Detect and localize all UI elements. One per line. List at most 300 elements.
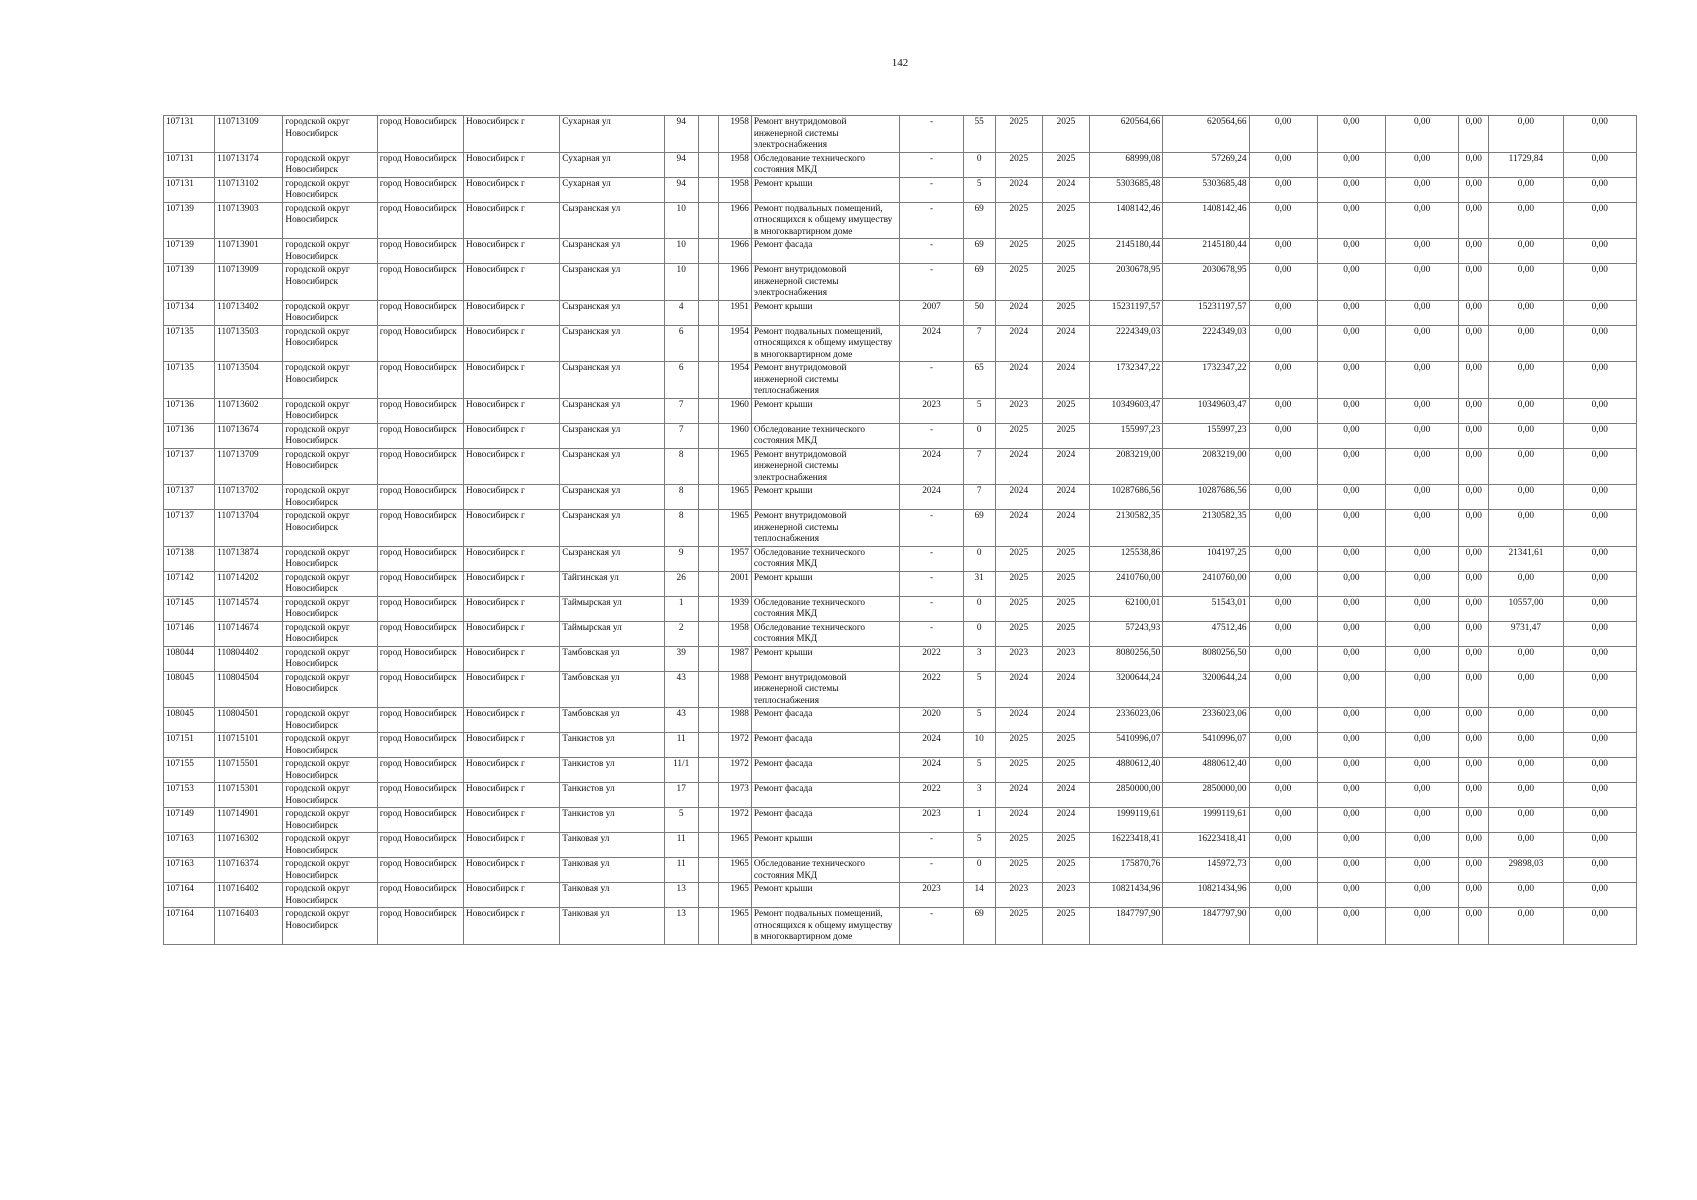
cell-year-built: 1973	[718, 783, 751, 808]
cell-local-cost: 0,00	[1385, 239, 1458, 264]
cell-owner-cost: 0,00	[1459, 116, 1489, 153]
cell-total-cost: 2850000,00	[1090, 783, 1163, 808]
cell-house-id: 108045	[164, 671, 215, 708]
cell-settlement: город Новосибирск	[377, 908, 463, 945]
cell-building	[698, 300, 718, 325]
cell-wear-percent: 50	[963, 300, 995, 325]
cell-settlement: город Новосибирск	[377, 177, 463, 202]
cell-locality: Новосибирск г	[463, 546, 559, 571]
cell-work-type: Обследование технического состояния МКД	[751, 596, 900, 621]
cell-year-built: 1966	[718, 202, 751, 239]
cell-municipal-district: городской округ Новосибирск	[283, 783, 377, 808]
cell-building	[698, 621, 718, 646]
table-row	[164, 808, 1637, 833]
cell-total-cost: 2130582,35	[1090, 510, 1163, 547]
cell-regional-cost: 0,00	[1317, 708, 1385, 733]
cell-work-id: 110715101	[215, 733, 283, 758]
cell-last-repair-year: 2022	[900, 783, 963, 808]
cell-extra-cost: 0,00	[1563, 546, 1636, 571]
cell-regional-cost: 0,00	[1317, 546, 1385, 571]
table-body	[164, 116, 1637, 945]
cell-plan-start-year: 2025	[995, 571, 1042, 596]
cell-work-id: 110713903	[215, 202, 283, 239]
cell-local-cost: 0,00	[1385, 883, 1458, 908]
cell-house-id: 107163	[164, 858, 215, 883]
cell-regional-cost: 0,00	[1317, 858, 1385, 883]
cell-locality: Новосибирск г	[463, 758, 559, 783]
cell-year-built: 1988	[718, 671, 751, 708]
cell-house-number: 1	[664, 596, 698, 621]
cell-owner-cost: 0,00	[1459, 423, 1489, 448]
cell-local-cost: 0,00	[1385, 448, 1458, 485]
cell-building	[698, 546, 718, 571]
cell-building	[698, 671, 718, 708]
cell-work-type: Ремонт крыши	[751, 177, 900, 202]
cell-work-type: Ремонт фасада	[751, 783, 900, 808]
cell-other-cost: 21341,61	[1489, 546, 1563, 571]
cell-settlement: город Новосибирск	[377, 646, 463, 671]
cell-work-id: 110804504	[215, 671, 283, 708]
cell-building	[698, 708, 718, 733]
cell-settlement: город Новосибирск	[377, 733, 463, 758]
cell-house-number: 11	[664, 833, 698, 858]
table-row	[164, 177, 1637, 202]
cell-house-id: 107137	[164, 448, 215, 485]
table-row	[164, 858, 1637, 883]
table-row	[164, 546, 1637, 571]
cell-year-built: 1966	[718, 264, 751, 301]
cell-settlement: город Новосибирск	[377, 546, 463, 571]
cell-plan-end-year: 2024	[1042, 177, 1089, 202]
cell-other-cost: 29898,03	[1489, 858, 1563, 883]
cell-municipal-district: городской округ Новосибирск	[283, 152, 377, 177]
cell-fund-cost: 4880612,40	[1163, 758, 1249, 783]
cell-year-built: 1966	[718, 239, 751, 264]
cell-work-id: 110714674	[215, 621, 283, 646]
table-row	[164, 571, 1637, 596]
cell-regional-cost: 0,00	[1317, 398, 1385, 423]
cell-local-cost: 0,00	[1385, 808, 1458, 833]
cell-local-cost: 0,00	[1385, 671, 1458, 708]
cell-building	[698, 883, 718, 908]
cell-plan-start-year: 2024	[995, 485, 1042, 510]
cell-local-cost: 0,00	[1385, 833, 1458, 858]
cell-regional-cost: 0,00	[1317, 908, 1385, 945]
cell-house-number: 4	[664, 300, 698, 325]
cell-settlement: город Новосибирск	[377, 510, 463, 547]
cell-owner-cost: 0,00	[1459, 202, 1489, 239]
cell-fund-cost: 145972,73	[1163, 858, 1249, 883]
cell-local-cost: 0,00	[1385, 202, 1458, 239]
cell-municipal-district: городской округ Новосибирск	[283, 758, 377, 783]
cell-local-cost: 0,00	[1385, 571, 1458, 596]
cell-work-type: Ремонт крыши	[751, 398, 900, 423]
cell-street: Танкистов ул	[560, 808, 664, 833]
cell-federal-cost: 0,00	[1249, 300, 1317, 325]
cell-work-id: 110713674	[215, 423, 283, 448]
cell-total-cost: 4880612,40	[1090, 758, 1163, 783]
cell-regional-cost: 0,00	[1317, 300, 1385, 325]
cell-fund-cost: 1408142,46	[1163, 202, 1249, 239]
cell-settlement: город Новосибирск	[377, 448, 463, 485]
cell-year-built: 1958	[718, 177, 751, 202]
cell-street: Сухарная ул	[560, 152, 664, 177]
cell-owner-cost: 0,00	[1459, 485, 1489, 510]
cell-owner-cost: 0,00	[1459, 546, 1489, 571]
cell-local-cost: 0,00	[1385, 152, 1458, 177]
cell-work-type: Ремонт фасада	[751, 733, 900, 758]
cell-local-cost: 0,00	[1385, 758, 1458, 783]
cell-last-repair-year: 2024	[900, 733, 963, 758]
cell-locality: Новосибирск г	[463, 833, 559, 858]
cell-work-id: 110714202	[215, 571, 283, 596]
cell-work-id: 110713874	[215, 546, 283, 571]
cell-last-repair-year: -	[900, 264, 963, 301]
cell-owner-cost: 0,00	[1459, 362, 1489, 399]
cell-settlement: город Новосибирск	[377, 325, 463, 362]
table-row	[164, 596, 1637, 621]
cell-local-cost: 0,00	[1385, 485, 1458, 510]
cell-extra-cost: 0,00	[1563, 571, 1636, 596]
cell-plan-end-year: 2025	[1042, 202, 1089, 239]
cell-fund-cost: 10287686,56	[1163, 485, 1249, 510]
cell-local-cost: 0,00	[1385, 621, 1458, 646]
cell-house-id: 107149	[164, 808, 215, 833]
cell-total-cost: 68999,08	[1090, 152, 1163, 177]
cell-building	[698, 833, 718, 858]
cell-house-number: 2	[664, 621, 698, 646]
cell-work-type: Ремонт внутридомовой инженерной системы электроснабжения	[751, 448, 900, 485]
cell-house-number: 11	[664, 858, 698, 883]
cell-settlement: город Новосибирск	[377, 671, 463, 708]
cell-total-cost: 5410996,07	[1090, 733, 1163, 758]
cell-work-type: Ремонт крыши	[751, 883, 900, 908]
cell-local-cost: 0,00	[1385, 596, 1458, 621]
table-row	[164, 239, 1637, 264]
cell-work-type: Ремонт подвальных помещений, относящихся к общему имуществу в многоквартирном доме	[751, 202, 900, 239]
cell-total-cost: 620564,66	[1090, 116, 1163, 153]
cell-year-built: 1965	[718, 510, 751, 547]
cell-extra-cost: 0,00	[1563, 758, 1636, 783]
cell-local-cost: 0,00	[1385, 177, 1458, 202]
cell-building	[698, 858, 718, 883]
table-row	[164, 300, 1637, 325]
cell-street: Танкистов ул	[560, 758, 664, 783]
table-row	[164, 325, 1637, 362]
cell-fund-cost: 15231197,57	[1163, 300, 1249, 325]
cell-last-repair-year: 2022	[900, 646, 963, 671]
cell-municipal-district: городской округ Новосибирск	[283, 177, 377, 202]
cell-work-id: 110714901	[215, 808, 283, 833]
cell-extra-cost: 0,00	[1563, 783, 1636, 808]
cell-last-repair-year: 2024	[900, 448, 963, 485]
cell-fund-cost: 2130582,35	[1163, 510, 1249, 547]
cell-work-type: Обследование технического состояния МКД	[751, 621, 900, 646]
cell-fund-cost: 104197,25	[1163, 546, 1249, 571]
cell-other-cost: 0,00	[1489, 177, 1563, 202]
cell-settlement: город Новосибирск	[377, 116, 463, 153]
cell-house-id: 107139	[164, 264, 215, 301]
cell-wear-percent: 14	[963, 883, 995, 908]
cell-year-built: 1965	[718, 485, 751, 510]
cell-plan-start-year: 2025	[995, 833, 1042, 858]
cell-total-cost: 62100,01	[1090, 596, 1163, 621]
cell-wear-percent: 10	[963, 733, 995, 758]
cell-total-cost: 2336023,06	[1090, 708, 1163, 733]
cell-municipal-district: городской округ Новосибирск	[283, 733, 377, 758]
cell-street: Сызранская ул	[560, 423, 664, 448]
cell-street: Сызранская ул	[560, 325, 664, 362]
cell-plan-end-year: 2023	[1042, 883, 1089, 908]
cell-street: Сызранская ул	[560, 202, 664, 239]
cell-last-repair-year: -	[900, 116, 963, 153]
cell-street: Сызранская ул	[560, 362, 664, 399]
cell-house-number: 7	[664, 423, 698, 448]
cell-plan-end-year: 2025	[1042, 300, 1089, 325]
cell-municipal-district: городской округ Новосибирск	[283, 300, 377, 325]
cell-plan-start-year: 2025	[995, 858, 1042, 883]
cell-house-number: 94	[664, 116, 698, 153]
cell-last-repair-year: -	[900, 423, 963, 448]
cell-owner-cost: 0,00	[1459, 448, 1489, 485]
cell-house-id: 107131	[164, 116, 215, 153]
cell-total-cost: 175870,76	[1090, 858, 1163, 883]
cell-locality: Новосибирск г	[463, 571, 559, 596]
cell-regional-cost: 0,00	[1317, 239, 1385, 264]
cell-other-cost: 0,00	[1489, 758, 1563, 783]
cell-regional-cost: 0,00	[1317, 510, 1385, 547]
cell-house-number: 26	[664, 571, 698, 596]
cell-house-number: 17	[664, 783, 698, 808]
table-row	[164, 758, 1637, 783]
cell-plan-start-year: 2025	[995, 908, 1042, 945]
cell-house-number: 11/1	[664, 758, 698, 783]
cell-owner-cost: 0,00	[1459, 646, 1489, 671]
cell-federal-cost: 0,00	[1249, 485, 1317, 510]
cell-fund-cost: 620564,66	[1163, 116, 1249, 153]
cell-owner-cost: 0,00	[1459, 883, 1489, 908]
cell-plan-end-year: 2025	[1042, 152, 1089, 177]
cell-year-built: 1972	[718, 758, 751, 783]
cell-work-id: 110716302	[215, 833, 283, 858]
cell-owner-cost: 0,00	[1459, 325, 1489, 362]
cell-year-built: 1958	[718, 116, 751, 153]
cell-regional-cost: 0,00	[1317, 671, 1385, 708]
cell-work-type: Обследование технического состояния МКД	[751, 423, 900, 448]
cell-plan-end-year: 2025	[1042, 908, 1089, 945]
cell-other-cost: 0,00	[1489, 116, 1563, 153]
cell-locality: Новосибирск г	[463, 202, 559, 239]
cell-extra-cost: 0,00	[1563, 646, 1636, 671]
cell-regional-cost: 0,00	[1317, 733, 1385, 758]
table-row	[164, 883, 1637, 908]
cell-work-type: Ремонт крыши	[751, 833, 900, 858]
cell-wear-percent: 0	[963, 858, 995, 883]
cell-wear-percent: 0	[963, 621, 995, 646]
cell-federal-cost: 0,00	[1249, 783, 1317, 808]
cell-work-type: Ремонт подвальных помещений, относящихся к общему имуществу в многоквартирном доме	[751, 908, 900, 945]
cell-work-id: 110713709	[215, 448, 283, 485]
cell-fund-cost: 57269,24	[1163, 152, 1249, 177]
cell-wear-percent: 5	[963, 708, 995, 733]
cell-locality: Новосибирск г	[463, 264, 559, 301]
cell-last-repair-year: -	[900, 152, 963, 177]
cell-fund-cost: 2083219,00	[1163, 448, 1249, 485]
cell-plan-start-year: 2024	[995, 510, 1042, 547]
cell-plan-start-year: 2024	[995, 448, 1042, 485]
cell-year-built: 1987	[718, 646, 751, 671]
cell-regional-cost: 0,00	[1317, 325, 1385, 362]
cell-federal-cost: 0,00	[1249, 571, 1317, 596]
cell-street: Танкистов ул	[560, 733, 664, 758]
cell-wear-percent: 5	[963, 671, 995, 708]
cell-extra-cost: 0,00	[1563, 833, 1636, 858]
cell-regional-cost: 0,00	[1317, 152, 1385, 177]
table-row	[164, 448, 1637, 485]
cell-local-cost: 0,00	[1385, 783, 1458, 808]
cell-building	[698, 362, 718, 399]
cell-other-cost: 0,00	[1489, 448, 1563, 485]
cell-federal-cost: 0,00	[1249, 733, 1317, 758]
table-row	[164, 671, 1637, 708]
cell-total-cost: 1847797,90	[1090, 908, 1163, 945]
cell-street: Сызранская ул	[560, 448, 664, 485]
cell-work-id: 110713504	[215, 362, 283, 399]
cell-house-number: 8	[664, 485, 698, 510]
cell-last-repair-year: -	[900, 571, 963, 596]
cell-plan-start-year: 2023	[995, 398, 1042, 423]
cell-house-id: 107142	[164, 571, 215, 596]
cell-wear-percent: 0	[963, 152, 995, 177]
cell-total-cost: 3200644,24	[1090, 671, 1163, 708]
cell-work-type: Ремонт подвальных помещений, относящихся к общему имуществу в многоквартирном доме	[751, 325, 900, 362]
cell-owner-cost: 0,00	[1459, 671, 1489, 708]
cell-house-id: 107164	[164, 883, 215, 908]
cell-house-number: 13	[664, 908, 698, 945]
cell-street: Сухарная ул	[560, 177, 664, 202]
cell-year-built: 1965	[718, 448, 751, 485]
cell-other-cost: 0,00	[1489, 833, 1563, 858]
cell-work-type: Ремонт крыши	[751, 646, 900, 671]
cell-municipal-district: городской округ Новосибирск	[283, 671, 377, 708]
cell-street: Сызранская ул	[560, 300, 664, 325]
cell-plan-end-year: 2024	[1042, 708, 1089, 733]
cell-plan-start-year: 2025	[995, 152, 1042, 177]
cell-fund-cost: 2410760,00	[1163, 571, 1249, 596]
cell-settlement: город Новосибирск	[377, 300, 463, 325]
cell-street: Тайгинская ул	[560, 571, 664, 596]
cell-municipal-district: городской округ Новосибирск	[283, 398, 377, 423]
cell-municipal-district: городской округ Новосибирск	[283, 858, 377, 883]
cell-last-repair-year: -	[900, 239, 963, 264]
cell-federal-cost: 0,00	[1249, 883, 1317, 908]
cell-total-cost: 2224349,03	[1090, 325, 1163, 362]
cell-federal-cost: 0,00	[1249, 177, 1317, 202]
cell-regional-cost: 0,00	[1317, 362, 1385, 399]
table-row	[164, 152, 1637, 177]
cell-other-cost: 11729,84	[1489, 152, 1563, 177]
cell-work-type: Ремонт фасада	[751, 708, 900, 733]
cell-plan-start-year: 2024	[995, 300, 1042, 325]
cell-building	[698, 152, 718, 177]
cell-municipal-district: городской округ Новосибирск	[283, 116, 377, 153]
cell-year-built: 1958	[718, 621, 751, 646]
cell-regional-cost: 0,00	[1317, 423, 1385, 448]
cell-wear-percent: 69	[963, 510, 995, 547]
cell-work-type: Обследование технического состояния МКД	[751, 152, 900, 177]
cell-owner-cost: 0,00	[1459, 783, 1489, 808]
cell-last-repair-year: 2024	[900, 485, 963, 510]
cell-work-type: Ремонт внутридомовой инженерной системы теплоснабжения	[751, 671, 900, 708]
cell-last-repair-year: -	[900, 362, 963, 399]
cell-work-id: 110715501	[215, 758, 283, 783]
cell-fund-cost: 2224349,03	[1163, 325, 1249, 362]
table-row	[164, 833, 1637, 858]
cell-work-id: 110804501	[215, 708, 283, 733]
cell-wear-percent: 69	[963, 239, 995, 264]
cell-house-id: 107155	[164, 758, 215, 783]
cell-extra-cost: 0,00	[1563, 596, 1636, 621]
cell-work-id: 110713909	[215, 264, 283, 301]
cell-wear-percent: 1	[963, 808, 995, 833]
cell-municipal-district: городской округ Новосибирск	[283, 239, 377, 264]
cell-fund-cost: 2145180,44	[1163, 239, 1249, 264]
cell-other-cost: 0,00	[1489, 485, 1563, 510]
cell-owner-cost: 0,00	[1459, 833, 1489, 858]
cell-municipal-district: городской округ Новосибирск	[283, 596, 377, 621]
cell-plan-end-year: 2024	[1042, 448, 1089, 485]
cell-extra-cost: 0,00	[1563, 177, 1636, 202]
cell-building	[698, 448, 718, 485]
cell-locality: Новосибирск г	[463, 177, 559, 202]
cell-owner-cost: 0,00	[1459, 571, 1489, 596]
cell-extra-cost: 0,00	[1563, 883, 1636, 908]
cell-wear-percent: 7	[963, 448, 995, 485]
cell-owner-cost: 0,00	[1459, 510, 1489, 547]
cell-federal-cost: 0,00	[1249, 239, 1317, 264]
cell-work-type: Ремонт крыши	[751, 300, 900, 325]
cell-last-repair-year: 2023	[900, 398, 963, 423]
cell-extra-cost: 0,00	[1563, 398, 1636, 423]
cell-plan-start-year: 2024	[995, 325, 1042, 362]
cell-year-built: 1951	[718, 300, 751, 325]
cell-regional-cost: 0,00	[1317, 202, 1385, 239]
cell-fund-cost: 5410996,07	[1163, 733, 1249, 758]
cell-house-number: 6	[664, 362, 698, 399]
cell-other-cost: 0,00	[1489, 300, 1563, 325]
cell-building	[698, 646, 718, 671]
cell-year-built: 1965	[718, 883, 751, 908]
cell-fund-cost: 16223418,41	[1163, 833, 1249, 858]
cell-federal-cost: 0,00	[1249, 646, 1317, 671]
cell-plan-start-year: 2024	[995, 177, 1042, 202]
table-row	[164, 264, 1637, 301]
cell-fund-cost: 51543,01	[1163, 596, 1249, 621]
cell-fund-cost: 5303685,48	[1163, 177, 1249, 202]
cell-extra-cost: 0,00	[1563, 485, 1636, 510]
cell-local-cost: 0,00	[1385, 116, 1458, 153]
cell-street: Таймырская ул	[560, 621, 664, 646]
cell-owner-cost: 0,00	[1459, 621, 1489, 646]
cell-year-built: 1958	[718, 152, 751, 177]
cell-plan-start-year: 2024	[995, 783, 1042, 808]
cell-extra-cost: 0,00	[1563, 362, 1636, 399]
cell-total-cost: 1999119,61	[1090, 808, 1163, 833]
cell-building	[698, 423, 718, 448]
cell-federal-cost: 0,00	[1249, 708, 1317, 733]
cell-federal-cost: 0,00	[1249, 264, 1317, 301]
cell-plan-start-year: 2024	[995, 808, 1042, 833]
